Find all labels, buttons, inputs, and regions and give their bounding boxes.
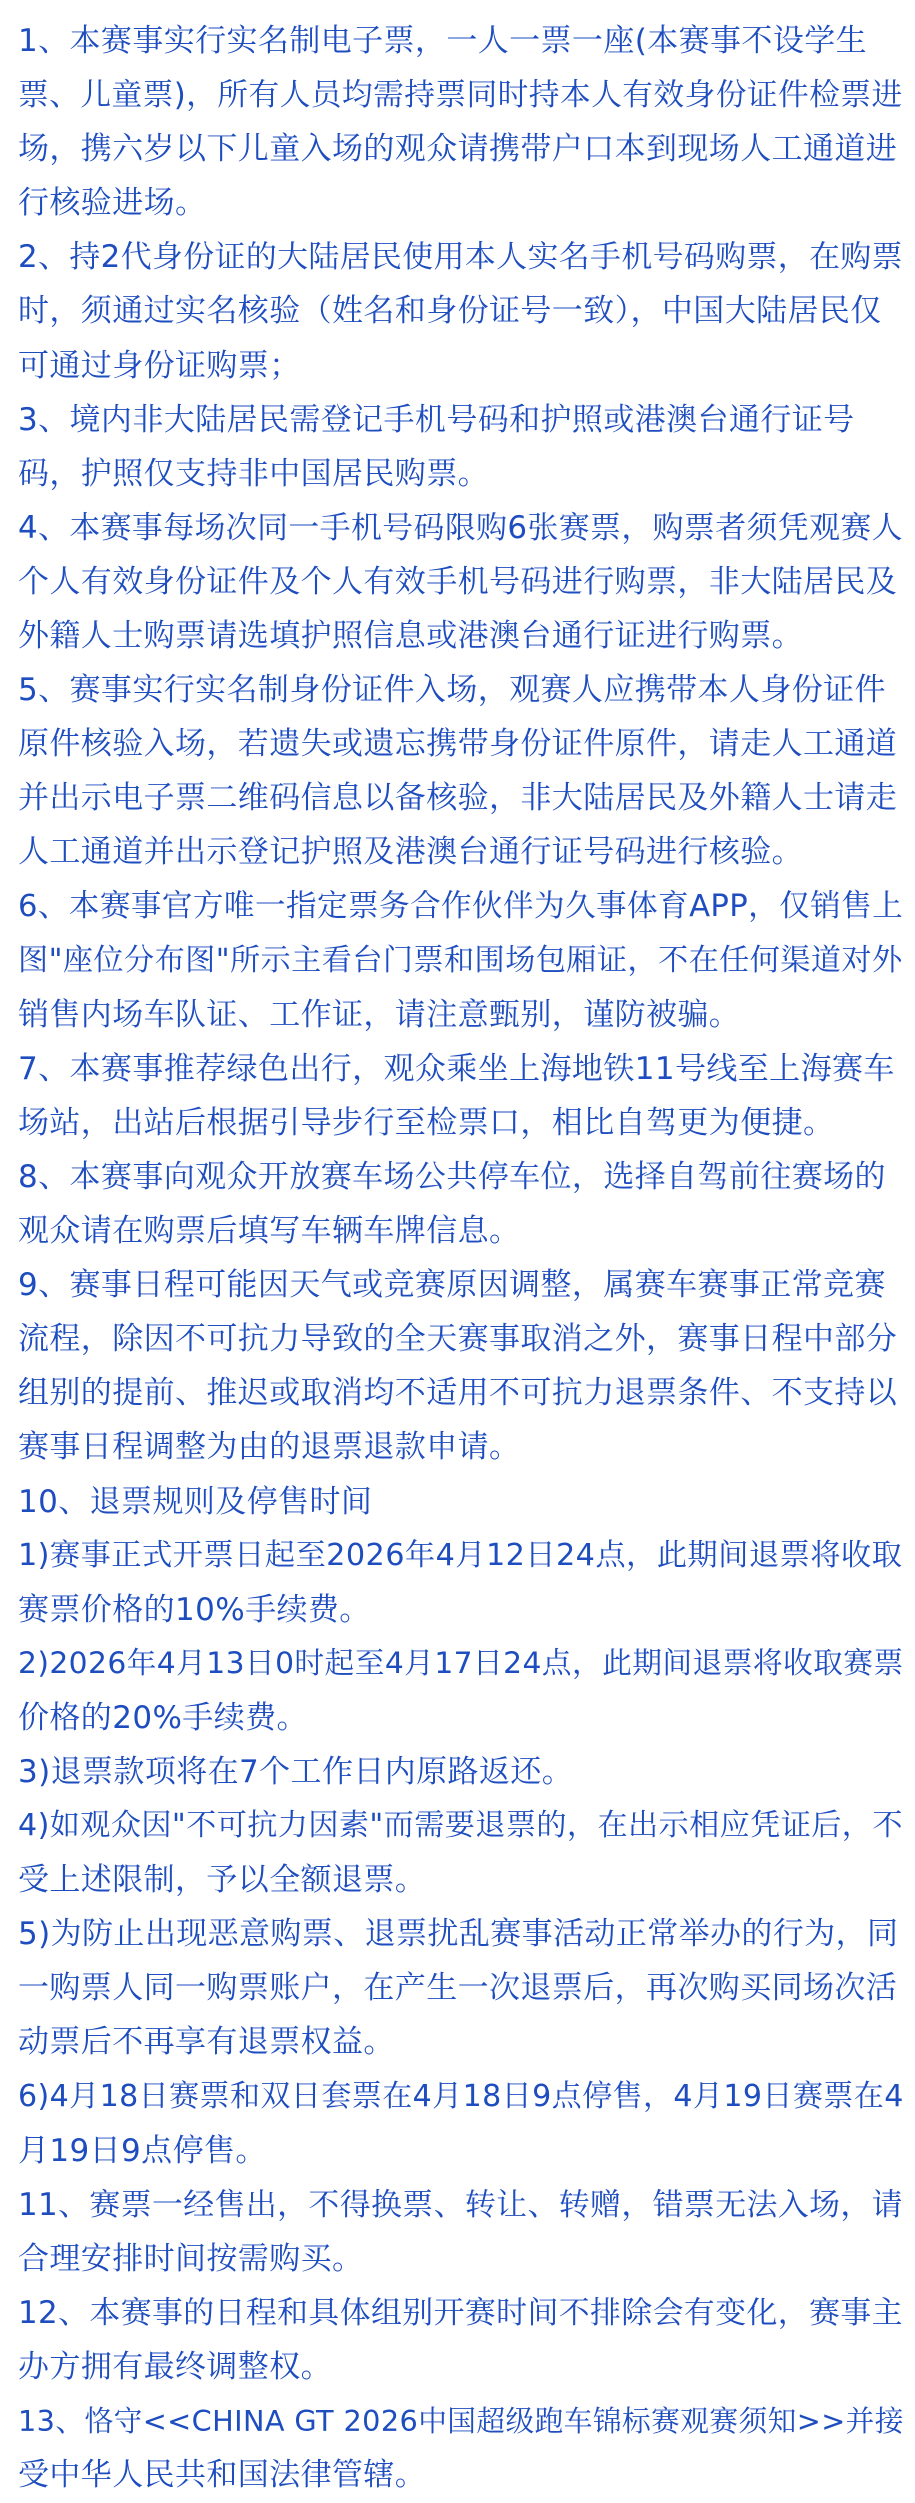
rule-line: 13、恪守<<CHINA GT 2026中国超级跑车锦标赛观赛须知>>并接 [18, 2404, 904, 2439]
rule-line: 动票后不再享有退票权益。 [18, 2024, 395, 2061]
rule-line: 3、境内非大陆居民需登记手机号码和护照或港澳台通行证号 [18, 401, 855, 438]
rule-line: 组别的提前、推迟或取消均不适用不可抗力退票条件、不支持以 [18, 1375, 898, 1412]
rule-line: 4)如观众因"不可抗力因素"而需要退票的，在出示相应凭证后，不 [18, 1808, 903, 1844]
rule-line: 10、退票规则及停售时间 [18, 1483, 373, 1520]
rule-line: 可通过身份证购票； [18, 347, 301, 384]
rule-line: 2、持2代身份证的大陆居民使用本人实名手机号码购票，在购票 [18, 239, 903, 276]
rule-line: 场站，出站后根据引导步行至检票口，相比自驾更为便捷。 [18, 1104, 835, 1141]
rule-line: 外籍人士购票请选填护照信息或港澳台通行证进行购票。 [18, 618, 803, 655]
rule-line: 场，携六岁以下儿童入场的观众请携带户口本到现场人工通道进 [18, 131, 898, 168]
rule-line: 6、本赛事官方唯一指定票务合作伙伴为久事体育APP，仅销售上 [18, 888, 904, 924]
rule-line: 行核验进场。 [18, 185, 207, 222]
rule-line: 流程，除因不可抗力导致的全天赛事取消之外，赛事日程中部分 [18, 1321, 898, 1358]
rule-line: 个人有效身份证件及个人有效手机号码进行购票，非大陆居民及 [18, 563, 898, 600]
rule-line: 4、本赛事每场次同一手机号码限购6张赛票，购票者须凭观赛人 [18, 509, 903, 546]
rule-line: 一购票人同一购票账户，在产生一次退票后，再次购买同场次活 [18, 1970, 898, 2007]
rule-line: 11、赛票一经售出，不得换票、转让、转赠，错票无法入场，请 [18, 2186, 903, 2223]
rule-line: 观众请在购票后填写车辆车牌信息。 [18, 1213, 521, 1250]
rule-line: 票、儿童票)，所有人员均需持票同时持本人有效身份证件检票进 [18, 77, 903, 114]
rule-line: 9、赛事日程可能因天气或竞赛原因调整，属赛车赛事正常竞赛 [18, 1267, 886, 1304]
rule-line: 人工通道并出示登记护照及港澳台通行证号码进行核验。 [18, 834, 803, 871]
rule-line: 6)4月18日赛票和双日套票在4月18日9点停售，4月19日赛票在4 [18, 2078, 904, 2114]
rule-line: 2)2026年4月13日0时起至4月17日24点，此期间退票将收取赛票 [18, 1645, 904, 1681]
rule-line: 8、本赛事向观众开放赛车场公共停车位，选择自驾前往赛场的 [18, 1158, 886, 1195]
rule-line: 合理安排时间按需购买。 [18, 2240, 364, 2277]
rule-line: 码，护照仅支持非中国居民购票。 [18, 455, 489, 492]
rule-line: 销售内场车队证、工作证，请注意甄别，谨防被骗。 [18, 996, 741, 1033]
rule-line: 5)为防止出现恶意购票、退票扰乱赛事活动正常举办的行为，同 [18, 1916, 899, 1953]
rule-line: 并出示电子票二维码信息以备核验，非大陆居民及外籍人士请走 [18, 780, 898, 817]
rule-line: 月19日9点停售。 [18, 2132, 267, 2169]
rule-line: 时，须通过实名核验（姓名和身份证号一致），中国大陆居民仅 [18, 293, 882, 330]
rule-line: 图"座位分布图"所示主看台门票和围场包厢证，不在任何渠道对外 [18, 942, 903, 978]
rule-line: 12、本赛事的日程和具体组别开赛时间不排除会有变化，赛事主 [18, 2294, 903, 2331]
rule-line: 3)退票款项将在7个工作日内原路返还。 [18, 1754, 574, 1790]
rule-line: 1)赛事正式开票日起至2026年4月12日24点，此期间退票将收取 [18, 1537, 903, 1573]
rule-line: 1、本赛事实行实名制电子票，一人一票一座(本赛事不设学生 [18, 23, 868, 59]
rule-line: 赛事日程调整为由的退票退款申请。 [18, 1429, 521, 1466]
rule-line: 原件核验入场，若遗失或遗忘携带身份证件原件，请走人工通道 [18, 726, 898, 763]
rule-line: 办方拥有最终调整权。 [18, 2349, 332, 2386]
rule-line: 5、赛事实行实名制身份证件入场，观赛人应携带本人身份证件 [18, 672, 886, 709]
rule-line: 赛票价格的10%手续费。 [18, 1591, 371, 1628]
rule-line: 受上述限制，予以全额退票。 [18, 1862, 427, 1899]
rule-line: 7、本赛事推荐绿色出行，观众乘坐上海地铁11号线至上海赛车 [18, 1050, 895, 1087]
rule-line: 价格的20%手续费。 [18, 1699, 308, 1736]
rule-line: 受中华人民共和国法律管辖。 [18, 2457, 427, 2494]
